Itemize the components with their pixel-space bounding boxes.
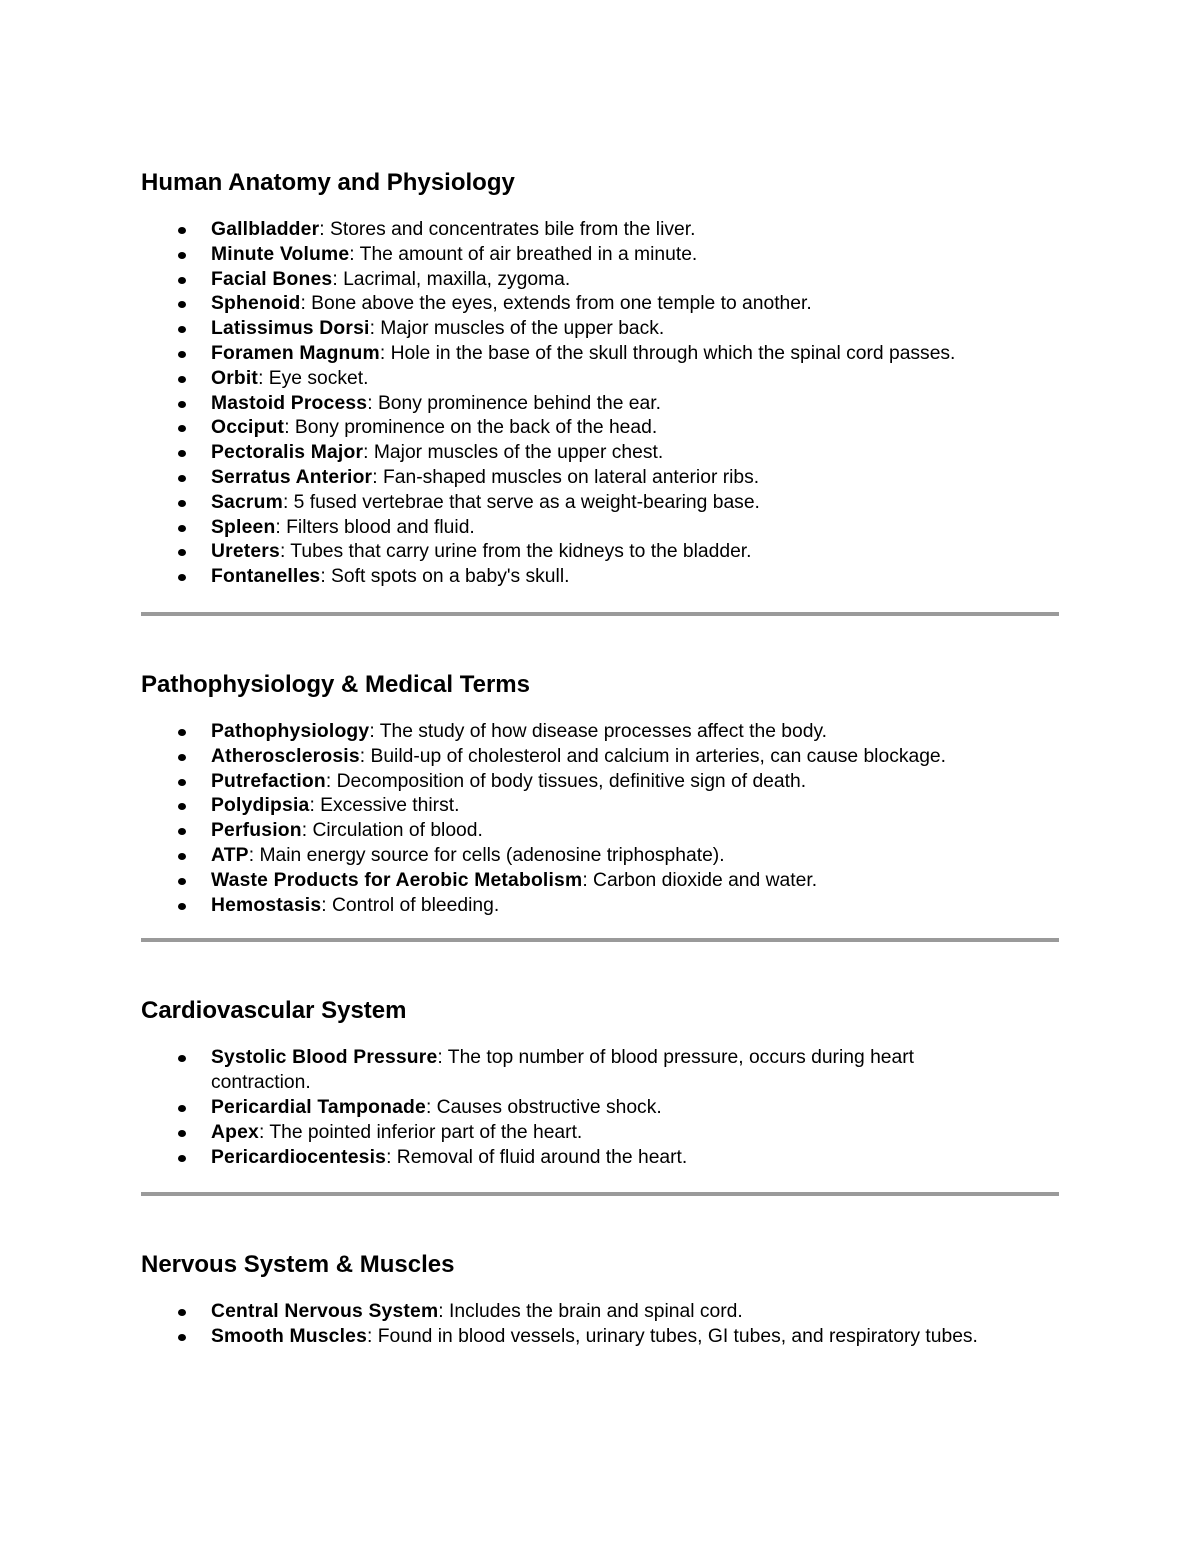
term-label: Apex bbox=[211, 1121, 259, 1143]
list-item bbox=[211, 869, 1059, 894]
term-label: Waste Products for Aerobic Metabolism bbox=[211, 869, 583, 891]
section-cardiovascular bbox=[141, 996, 1059, 1170]
term-definition: : Tubes that carry urine from the kidneys to the bladder. bbox=[279, 541, 752, 563]
bullet-icon bbox=[178, 351, 186, 358]
bullet-icon bbox=[178, 574, 186, 581]
bullet-icon bbox=[178, 803, 186, 810]
bullet-icon bbox=[178, 425, 186, 432]
list-item bbox=[211, 292, 1059, 317]
section-title: Pathophysiology & Medical Terms bbox=[141, 670, 530, 698]
term-label: Occiput bbox=[211, 417, 285, 439]
list-item bbox=[211, 516, 1059, 541]
section-divider bbox=[141, 1192, 1059, 1196]
bullet-icon bbox=[178, 326, 186, 333]
list-item bbox=[211, 894, 1059, 919]
list-item bbox=[211, 218, 1059, 243]
bullet-icon bbox=[178, 903, 186, 910]
list-item bbox=[211, 1300, 1059, 1325]
bullet-icon bbox=[178, 227, 186, 234]
term-label: Atherosclerosis bbox=[211, 745, 360, 767]
section-title: Human Anatomy and Physiology bbox=[141, 169, 515, 196]
list-item bbox=[211, 565, 1059, 590]
list-item bbox=[211, 392, 1059, 417]
term-definition: : The top number of blood pressure, occurs during heart contraction. bbox=[211, 1047, 915, 1094]
list-item bbox=[211, 1146, 1059, 1171]
term-definition: : Main energy source for cells (adenosine triphosphate). bbox=[248, 844, 725, 866]
term-label: Latissimus Dorsi bbox=[211, 318, 370, 340]
bullet-icon bbox=[178, 450, 186, 457]
term-definition: : Removal of fluid around the heart. bbox=[386, 1146, 688, 1168]
bullet-icon bbox=[178, 252, 186, 259]
term-label: Orbit bbox=[211, 367, 259, 389]
term-label: Hemostasis bbox=[211, 894, 322, 916]
term-definition: : The study of how disease processes affect the body. bbox=[369, 720, 828, 742]
term-definition: : Eye socket. bbox=[258, 367, 369, 389]
term-label: Serratus Anterior bbox=[211, 466, 373, 488]
list-item bbox=[211, 770, 1059, 795]
bullet-icon bbox=[178, 1334, 186, 1341]
term-label: Mastoid Process bbox=[211, 392, 368, 414]
list-item bbox=[211, 540, 1059, 565]
term-definition: : Major muscles of the upper back. bbox=[369, 318, 665, 340]
term-label: Central Nervous System bbox=[211, 1301, 439, 1323]
list-item bbox=[211, 1096, 1059, 1121]
bullet-icon bbox=[178, 500, 186, 507]
term-definition: : Filters blood and fluid. bbox=[275, 516, 475, 538]
bullet-icon bbox=[178, 475, 186, 482]
bullet-icon bbox=[178, 1130, 186, 1137]
bullet-icon bbox=[178, 525, 186, 532]
term-label: Sphenoid bbox=[211, 293, 301, 315]
section-nervous-system bbox=[141, 1250, 1059, 1350]
term-label: Minute Volume bbox=[211, 243, 350, 265]
term-label: Pathophysiology bbox=[211, 720, 370, 742]
list-item bbox=[211, 367, 1059, 392]
term-definition: : Lacrimal, maxilla, zygoma. bbox=[332, 268, 571, 290]
term-label: Systolic Blood Pressure bbox=[211, 1047, 438, 1069]
term-definition: : Excessive thirst. bbox=[309, 795, 460, 817]
bullet-icon bbox=[178, 401, 186, 408]
bullet-icon bbox=[178, 376, 186, 383]
term-definition: : Stores and concentrates bile from the liver. bbox=[319, 219, 696, 240]
term-label: Facial Bones bbox=[211, 268, 333, 290]
term-label: Ureters bbox=[211, 541, 280, 563]
term-definition: : Bony prominence behind the ear. bbox=[367, 392, 661, 414]
bullet-icon bbox=[178, 878, 186, 885]
term-definition: : Soft spots on a baby's skull. bbox=[320, 566, 570, 588]
term-label: Putrefaction bbox=[211, 770, 326, 792]
list-item bbox=[211, 491, 1059, 516]
bullet-icon bbox=[178, 277, 186, 284]
bullet-icon bbox=[178, 1155, 186, 1162]
section-pathophysiology bbox=[141, 670, 1059, 918]
term-definition: : The pointed inferior part of the heart. bbox=[258, 1121, 583, 1143]
section-divider bbox=[141, 938, 1059, 942]
list-item bbox=[211, 720, 1059, 745]
list-item bbox=[211, 317, 1059, 342]
term-definition: : Causes obstructive shock. bbox=[425, 1096, 662, 1118]
bullet-icon bbox=[178, 301, 186, 308]
term-label: Smooth Muscles bbox=[211, 1326, 368, 1348]
list-item bbox=[211, 1325, 1059, 1350]
list-item bbox=[211, 819, 1059, 844]
term-list bbox=[141, 1300, 1059, 1350]
term-label: Pericardiocentesis bbox=[211, 1146, 387, 1168]
bullet-icon bbox=[178, 549, 186, 556]
term-definition: : Major muscles of the upper chest. bbox=[363, 442, 664, 464]
term-definition: : 5 fused vertebrae that serve as a weight-bearing base. bbox=[282, 491, 760, 513]
term-definition: : Fan-shaped muscles on lateral anterior ribs. bbox=[372, 466, 760, 488]
term-label: Spleen bbox=[211, 516, 276, 538]
section-anatomy bbox=[141, 168, 1059, 590]
term-definition: : Build-up of cholesterol and calcium in arteries, can cause blockage. bbox=[359, 745, 947, 767]
term-definition: : Bone above the eyes, extends from one temple to another. bbox=[300, 293, 812, 315]
term-definition: : The amount of air breathed in a minute. bbox=[349, 243, 698, 265]
term-label: Sacrum bbox=[211, 491, 283, 513]
document-page bbox=[141, 168, 1059, 1350]
list-item bbox=[211, 416, 1059, 441]
term-list bbox=[141, 1046, 1059, 1170]
list-item bbox=[211, 466, 1059, 491]
term-label: Fontanelles bbox=[211, 566, 321, 588]
term-list bbox=[141, 720, 1059, 918]
bullet-icon bbox=[178, 828, 186, 835]
term-label: Gallbladder bbox=[211, 219, 320, 240]
list-item bbox=[211, 441, 1059, 466]
bullet-icon bbox=[178, 754, 186, 761]
term-label: Polydipsia bbox=[211, 795, 310, 817]
list-item bbox=[211, 794, 1059, 819]
term-definition: : Carbon dioxide and water. bbox=[582, 869, 818, 891]
section-title: Nervous System & Muscles bbox=[141, 1251, 455, 1279]
term-definition: : Control of bleeding. bbox=[321, 894, 500, 916]
list-item bbox=[211, 1121, 1059, 1146]
term-label: Perfusion bbox=[211, 820, 302, 842]
bullet-icon bbox=[178, 1055, 186, 1062]
term-label: ATP bbox=[211, 844, 249, 866]
bullet-icon bbox=[178, 779, 186, 786]
term-definition: : Hole in the base of the skull through which the spinal cord passes. bbox=[379, 342, 956, 364]
list-item bbox=[211, 1046, 1059, 1096]
list-item bbox=[211, 243, 1059, 268]
list-item bbox=[211, 844, 1059, 869]
term-label: Pericardial Tamponade bbox=[211, 1096, 426, 1118]
bullet-icon bbox=[178, 1309, 186, 1316]
term-definition: : Decomposition of body tissues, definitive sign of death. bbox=[325, 770, 807, 792]
term-definition: : Circulation of blood. bbox=[301, 820, 483, 842]
term-definition: : Found in blood vessels, urinary tubes, GI tubes, and respiratory tubes. bbox=[367, 1326, 978, 1348]
term-list bbox=[141, 218, 1059, 590]
list-item bbox=[211, 268, 1059, 293]
term-label: Foramen Magnum bbox=[211, 342, 380, 364]
bullet-icon bbox=[178, 729, 186, 736]
term-definition: : Includes the brain and spinal cord. bbox=[438, 1301, 743, 1323]
section-title: Cardiovascular System bbox=[141, 997, 407, 1025]
section-divider bbox=[141, 612, 1059, 616]
bullet-icon bbox=[178, 853, 186, 860]
list-item bbox=[211, 342, 1059, 367]
bullet-icon bbox=[178, 1105, 186, 1112]
term-label: Pectoralis Major bbox=[211, 442, 364, 464]
term-definition: : Bony prominence on the back of the head. bbox=[284, 417, 658, 439]
list-item bbox=[211, 745, 1059, 770]
